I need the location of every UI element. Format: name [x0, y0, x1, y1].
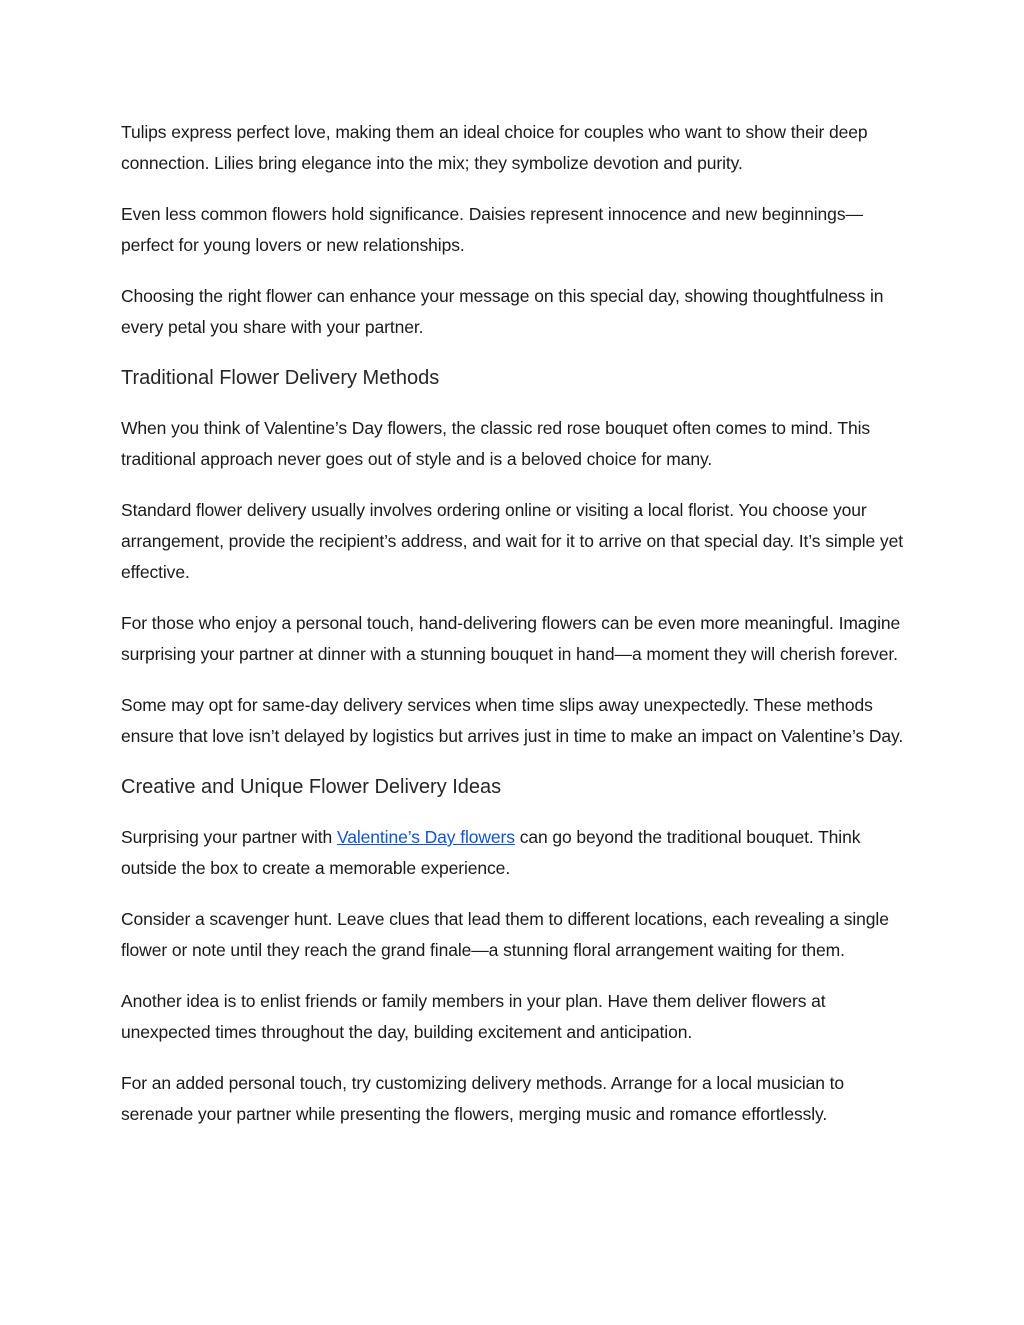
paragraph-text-after-link: can go beyond the traditional bouquet. Think outside the box to create a memorable experience. — [121, 827, 861, 878]
heading-traditional-delivery: Traditional Flower Delivery Methods — [121, 367, 440, 389]
paragraph-standard-delivery: Standard flower delivery usually involves ordering online or visiting a local florist. You choose your arrangement, provide the recipient’s address, and wait for it to arrive on that special day. It’s simple yet effective. — [121, 500, 903, 582]
paragraph-hand-delivering: For those who enjoy a personal touch, hand-delivering flowers can be even more meaningful. Imagine surprising your partner at dinner with a stunning bouquet in hand—a moment they will cherish forever. — [121, 613, 901, 664]
paragraph-choosing-flower: Choosing the right flower can enhance your message on this special day, showing thoughtfulness in every petal you share with your partner. — [121, 286, 884, 337]
document-page — [121, 117, 907, 1150]
valentines-day-flowers-link[interactable]: Valentine’s Day flowers — [336, 827, 515, 847]
paragraph-custom-delivery: For an added personal touch, try customizing delivery methods. Arrange for a local musician to serenade your partner while presenting the flowers, merging music and romance effortlessly. — [121, 1073, 845, 1124]
paragraph-same-day-delivery: Some may opt for same-day delivery services when time slips away unexpectedly. These methods ensure that love isn’t delayed by logistics but arrives just in time to make an impact on Valentine’s Day. — [121, 695, 904, 746]
paragraph-surprising-partner — [121, 822, 907, 884]
paragraph-enlist-friends: Another idea is to enlist friends or family members in your plan. Have them deliver flowers at unexpected times throughout the day, building excitement and anticipation. — [121, 991, 826, 1042]
heading-creative-delivery: Creative and Unique Flower Delivery Ideas — [121, 776, 502, 798]
paragraph-classic-bouquet: When you think of Valentine’s Day flowers, the classic red rose bouquet often comes to mind. This traditional approach never goes out of style and is a beloved choice for many. — [121, 418, 871, 469]
paragraph-tulips-lilies: Tulips express perfect love, making them an ideal choice for couples who want to show their deep connection. Lilies bring elegance into the mix; they symbolize devotion and purity. — [121, 122, 868, 173]
paragraph-daisies: Even less common flowers hold significance. Daisies represent innocence and new beginnings—perfect for young lovers or new relationships. — [121, 204, 863, 255]
paragraph-scavenger-hunt: Consider a scavenger hunt. Leave clues that lead them to different locations, each revealing a single flower or note until they reach the grand finale—a stunning floral arrangement waiting for them. — [121, 909, 889, 960]
paragraph-text-before-link: Surprising your partner with — [121, 827, 337, 847]
